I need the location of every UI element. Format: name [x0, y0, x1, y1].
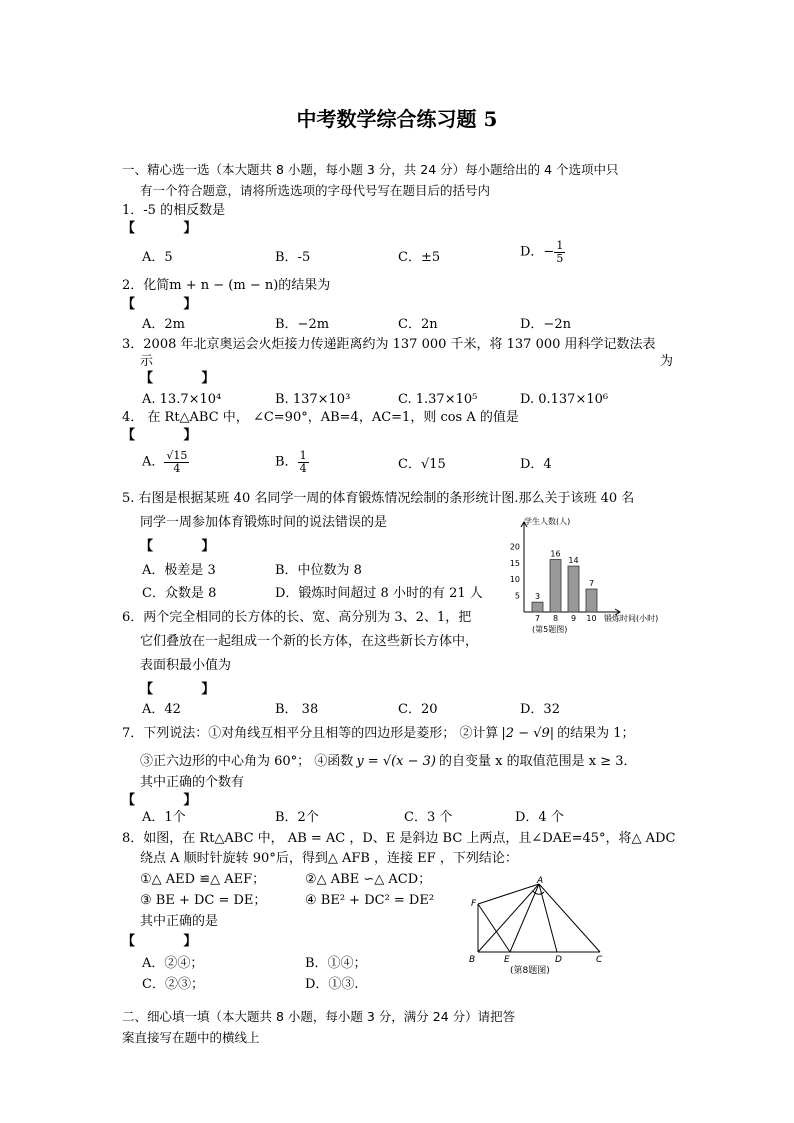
section1-heading-cont: 有一个符合题意，请将所选选项的字母代号写在题目后的括号内 [140, 183, 491, 198]
q8-stem: 8．如图，在 Rt△ABC 中， AB = AC ，D、E 是斜边 BC 上两点，且∠DAE=45°，将△ ADC [122, 831, 676, 846]
q1-option-d[interactable] [520, 240, 565, 265]
q7-stem-part1: 7．下列说法：①对角线互相平分且相等的四边形是菱形； ②计算 [122, 726, 499, 741]
q7-option-c[interactable]: C．3 个 [404, 810, 453, 825]
q5-chart-value-label-8: 16 [550, 549, 561, 559]
q8-option-a[interactable]: A．②④； [142, 956, 204, 971]
q8-label-f: F [471, 899, 477, 909]
q4-option-a-prefix: A． [142, 454, 165, 470]
q8-statement-4: ④ BE² + DC² = DE² [305, 893, 435, 908]
q2-option-a[interactable]: A．2m [142, 317, 185, 332]
q5-chart-ytick-5: 5 [514, 591, 520, 601]
q4-option-b[interactable] [275, 450, 309, 475]
q6-stem: 6．两个完全相同的长方体的长、宽、高分别为 3、2、1，把 [122, 610, 472, 625]
q5-chart-bar-7 [532, 602, 543, 612]
q1-option-d-prefix: D．− [520, 244, 555, 260]
q7-stem-cont [140, 754, 637, 770]
q5-option-a[interactable]: A．极差是 3 [142, 563, 216, 578]
q5-chart-axes [510, 522, 620, 615]
q5-option-b[interactable]: B．中位数为 8 [275, 563, 362, 578]
q8-geometry-figure [462, 872, 612, 982]
q7-stem-part1-end: 的结果为 1； [557, 726, 635, 741]
q5-chart-category-9: 9 [570, 614, 577, 623]
q2-option-d[interactable]: D．−2n [520, 317, 571, 332]
q6-answer-bracket[interactable]: 【 】 [140, 682, 237, 697]
q2-stem: 2．化简m + n − (m − n)的结果为 [122, 278, 331, 293]
q8-label-c: C [596, 955, 603, 965]
q8-segment-ae [510, 884, 539, 952]
q6-stem-cont2: 表面积最小值为 [140, 658, 232, 673]
q2-answer-bracket[interactable]: 【 】 [122, 297, 219, 312]
q6-option-b[interactable]: B． 38 [275, 702, 319, 717]
q5-chart-ytick-10: 10 [509, 575, 520, 585]
q4-option-b-fraction: $\frac{1}{4}$ [299, 449, 307, 475]
q8-option-d[interactable]: D．①③. [305, 977, 359, 992]
q4-option-a[interactable] [142, 450, 189, 475]
q4-option-a-fraction: $\frac{√15}{4}$ [166, 449, 188, 475]
q3-option-a[interactable]: A. 13.7×10⁴ [142, 392, 222, 407]
q6-option-c[interactable]: C．20 [398, 702, 438, 717]
q7-stem-expression: |2 − √9| [501, 726, 555, 741]
q8-option-b[interactable]: B．①④； [305, 956, 367, 971]
q7-stem-function: y = √(x − 3) [356, 754, 437, 769]
q1-option-b[interactable]: B．-5 [275, 250, 311, 265]
q5-chart-bar-8 [550, 560, 561, 612]
q5-option-d[interactable]: D．锻炼时间超过 8 小时的有 21 人 [275, 586, 483, 601]
q5-chart-ylabel: 学生人数(人) [524, 517, 571, 526]
q5-chart-xlabel: 锻炼时间(小时) [604, 614, 659, 623]
q1-stem: 1．-5 的相反数是 [122, 203, 226, 218]
q5-chart-bar-9 [568, 566, 579, 612]
q3-stem: 3．2008 年北京奥运会火炬接力传递距离约为 137 000 千米，将 137 000 用科学记数法表 [122, 337, 656, 352]
section2-heading-cont: 案直接写在题中的横线上 [122, 1030, 260, 1045]
q4-answer-bracket[interactable]: 【 】 [122, 428, 219, 443]
q7-option-b[interactable]: B．2个 [275, 810, 319, 825]
q2-option-b[interactable]: B．−2m [275, 317, 330, 332]
q5-chart-category-7: 7 [534, 614, 541, 623]
q5-chart-value-label-10: 7 [588, 579, 595, 589]
q5-chart-ytick-15: 15 [509, 558, 520, 568]
q8-label-d: D [555, 955, 562, 965]
q7-stem-part2-end: 的自变量 x 的取值范围是 x ≥ 3． [439, 754, 637, 769]
q6-option-d[interactable]: D．32 [520, 702, 560, 717]
q8-label-b: B [469, 955, 476, 965]
q6-stem-cont: 它们叠放在一起组成一个新的长方体，在这些新长方体中， [140, 634, 479, 649]
q3-answer-bracket[interactable]: 【 】 [140, 371, 237, 386]
q5-chart-category-8: 8 [552, 614, 559, 623]
q4-option-c[interactable]: C．√15 [398, 457, 446, 472]
q7-stem-cont2: 其中正确的个数有 [140, 775, 245, 790]
q4-option-d[interactable]: D．4 [520, 457, 552, 472]
q4-option-b-prefix: B． [275, 454, 298, 470]
q8-statement-3: ③ BE + DC = DE； [140, 893, 267, 908]
q2-option-c[interactable]: C．2n [398, 317, 438, 332]
q5-chart-value-label-9: 14 [568, 556, 579, 566]
q7-stem-part2: ③正六边形的中心角为 60°； ④函数 [140, 754, 354, 769]
q3-option-d[interactable]: D. 0.137×10⁶ [520, 392, 609, 407]
q5-chart-caption: (第5题图) [532, 625, 568, 634]
q5-stem: 5. 右图是根据某班 40 名同学一周的体育锻炼情况绘制的条形统计图.那么关于该班 40 名 [122, 491, 635, 506]
q5-answer-bracket[interactable]: 【 】 [140, 539, 237, 554]
q5-bar-chart [502, 510, 672, 640]
section1-heading: 一、精心选一选（本大题共 8 小题，每小题 3 分，共 24 分）每小题给出的 4 个选项中只 [122, 162, 619, 177]
q3-option-b[interactable]: B. 137×10³ [275, 392, 351, 407]
q5-chart-ytick-20: 20 [509, 542, 520, 552]
q7-answer-bracket[interactable]: 【 】 [122, 793, 219, 808]
q8-answer-bracket[interactable]: 【 】 [122, 934, 219, 949]
q8-stem-cont: 绕点 A 顺时针旋转 90°后，得到△ AFB ，连接 EF ，下列结论： [140, 851, 518, 866]
q4-stem: 4． 在 Rt△ABC 中， ∠C=90°，AB=4，AC=1，则 cos A 的值是 [122, 410, 519, 425]
q8-statement-1: ①△ AED ≌△ AEF； [140, 872, 266, 887]
q8-statement-2: ②△ ABE ∽△ ACD； [305, 872, 432, 887]
q8-segment-fe [478, 904, 510, 952]
q3-stem-cont: 示 [140, 354, 154, 369]
section2-heading: 二、细心填一填（本大题共 8 小题，每小题 3 分，满分 24 分）请把答 [122, 1009, 516, 1024]
q6-option-a[interactable]: A．42 [142, 702, 181, 717]
q8-label-a: A [537, 876, 544, 886]
q5-chart-category-10: 10 [586, 614, 597, 623]
q7-option-d[interactable]: D．4 个 [515, 810, 564, 825]
q8-stem-cont2: 其中正确的是 [140, 914, 219, 929]
q5-option-c[interactable]: C．众数是 8 [142, 586, 217, 601]
q8-label-e: E [504, 955, 510, 965]
q8-option-c[interactable]: C．②③； [142, 977, 204, 992]
q7-stem [122, 726, 635, 742]
q1-option-d-fraction: $\frac{1}{5}$ [556, 239, 564, 265]
q5-chart-bar-10 [586, 589, 597, 612]
q5-stem-cont: 同学一周参加体育锻炼时间的说法错误的是 [140, 515, 388, 530]
q1-answer-bracket[interactable]: 【 】 [122, 221, 219, 236]
q1-option-a[interactable]: A．5 [142, 250, 173, 265]
q3-option-c[interactable]: C. 1.37×10⁵ [398, 392, 478, 407]
q1-option-c[interactable]: C．±5 [398, 250, 441, 265]
q5-chart-value-label-7: 3 [534, 592, 541, 602]
q3-stem-right: 为 [660, 354, 674, 369]
q7-option-a[interactable]: A．1个 [142, 810, 186, 825]
page-title: 中考数学综合练习题 5 [296, 107, 498, 131]
q8-figure-caption: (第8题图) [510, 966, 550, 976]
